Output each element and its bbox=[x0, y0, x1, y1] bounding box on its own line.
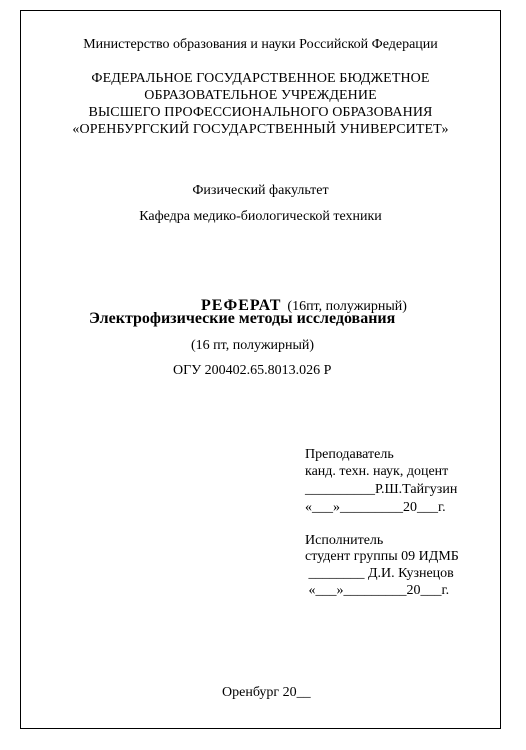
document-code: ОГУ 200402.65.8013.026 Р bbox=[173, 363, 332, 378]
student-signature-line: ________ Д.И. Кузнецов bbox=[305, 566, 454, 581]
department-name: Кафедра медико-биологической техники bbox=[139, 209, 382, 224]
institution-line-1: ФЕДЕРАЛЬНОЕ ГОСУДАРСТВЕННОЕ БЮДЖЕТНОЕ bbox=[91, 71, 430, 86]
faculty-name: Физический факультет bbox=[192, 183, 329, 198]
institution-line-2: ОБРАЗОВАТЕЛЬНОЕ УЧРЕЖДЕНИЕ bbox=[144, 88, 377, 103]
student-date-line: «___»_________20___г. bbox=[305, 583, 450, 598]
institution-line-4: «ОРЕНБУРГСКИЙ ГОСУДАРСТВЕННЫЙ УНИВЕРСИТЕТ» bbox=[72, 122, 449, 137]
city-year: Оренбург 20__ bbox=[222, 685, 311, 700]
institution-line-3: ВЫСШЕГО ПРОФЕССИОНАЛЬНОГО ОБРАЗОВАНИЯ bbox=[88, 105, 433, 120]
report-topic: Электрофизические методы исследования bbox=[89, 310, 396, 327]
ministry-name: Министерство образования и науки Российской Федерации bbox=[83, 37, 438, 52]
teacher-signature-line: __________Р.Ш.Тайгузин bbox=[305, 482, 458, 497]
teacher-date-line: «___»_________20___г. bbox=[305, 500, 446, 515]
student-group: студент группы 09 ИДМБ bbox=[305, 549, 459, 564]
report-title: РЕФЕРАТ bbox=[201, 297, 282, 314]
teacher-rank: канд. техн. наук, доцент bbox=[305, 464, 449, 479]
report-title-note: (16пт, полужирный) bbox=[287, 299, 407, 314]
report-topic-note: (16 пт, полужирный) bbox=[191, 338, 315, 353]
teacher-role: Преподаватель bbox=[305, 447, 394, 462]
student-role: Исполнитель bbox=[305, 533, 384, 548]
